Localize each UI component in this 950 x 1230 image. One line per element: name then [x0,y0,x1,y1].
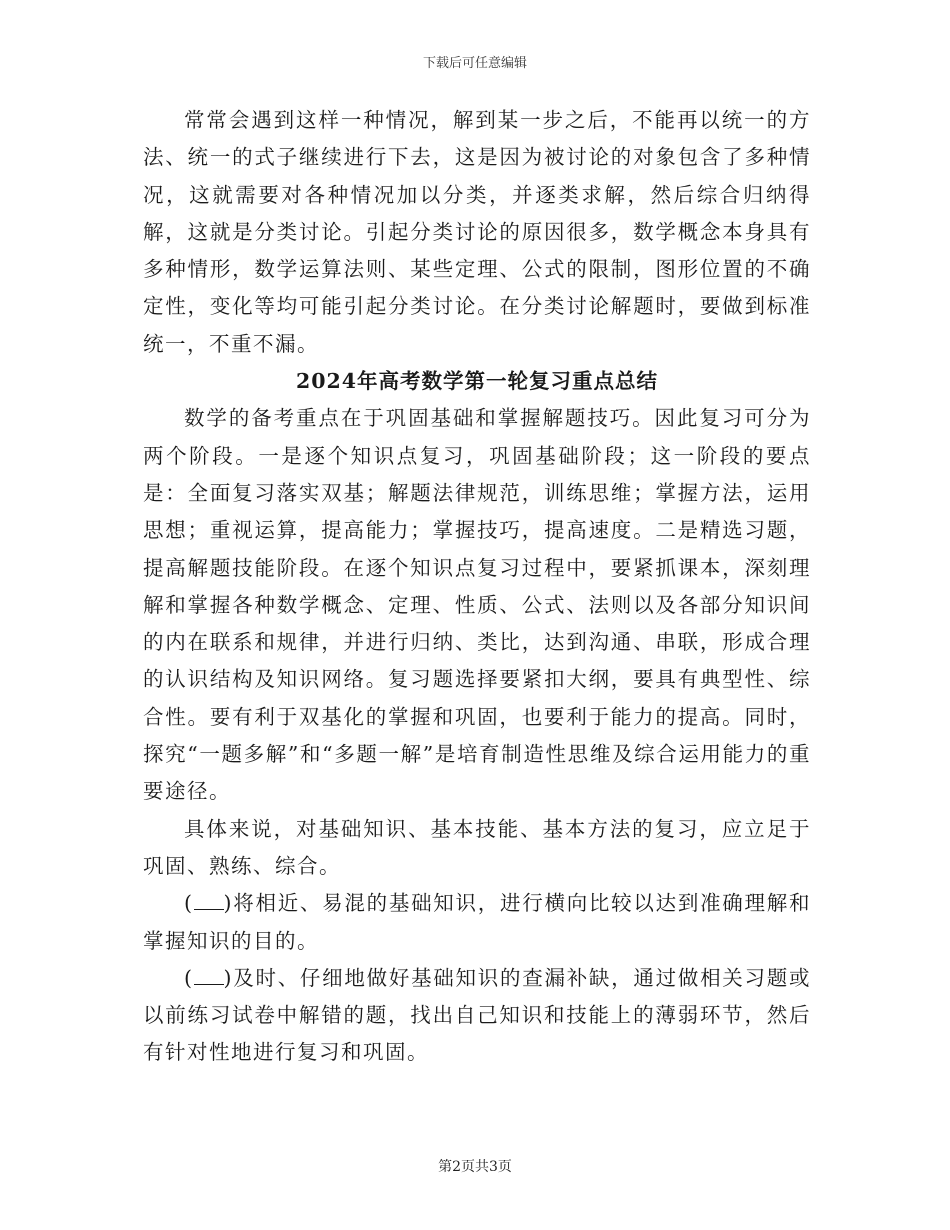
paragraph-specifics: 具体来说，对基础知识、基本技能、基本方法的复习，应立足于巩固、熟练、综合。 [143,816,811,878]
paragraph-item-2 [143,960,811,1072]
item-1-open-paren: ( [184,891,194,916]
paragraph-review-focus: 数学的备考重点在于巩固基础和掌握解题技巧。因此复习可分为两个阶段。一是逐个知识点复习，巩固基础阶段；这一阶段的要点是：全面复习落实双基；解题法律规范，训练思维；掌握方法，运用思想；重视运算，提高能力；掌握技巧，提高速度。二是精选习题，提高解题技能阶段。在逐个知识点复习过程中，要紧抓课本，深刻理解和掌握各种数学概念、定理、性质、公式、法则以及各部分知识间的内在联系和规律，并进行归纳、类比，达到沟通、串联，形成合理的认识结构及知识网络。复习题选择要紧扣大纲，要具有典型性、综合性。要有利于双基化的掌握和巩固，也要利于能力的提高。同时，探究“一题多解”和“多题一解”是培育制造性思维及综合运用能力的重要途径。 [143,406,811,804]
paragraph-classification-discussion: 常常会遇到这样一种情况，解到某一步之后，不能再以统一的方法、统一的式子继续进行下去，这是因为被讨论的对象包含了多种情况，这就需要对各种情况加以分类，并逐类求解，然后综合归纳得解，这就是分类讨论。引起分类讨论的原因很多，数学概念本身具有多种情形，数学运算法则、某些定理、公式的限制，图形位置的不确定性，变化等均可能引起分类讨论。在分类讨论解题时，要做到标准统一，不重不漏。 [143,108,811,356]
item-2-close-paren: ) [223,965,233,990]
paragraph-item-1 [143,885,811,960]
page-header: 下载后可任意编辑 [422,56,527,71]
section-title: 2024年高考数学第一轮复习重点总结 [295,369,659,394]
item-1-text: 将相近、易混的基础知识，进行横向比较以达到准确理解和掌握知识的目的。 [143,891,811,953]
item-1-close-paren: ) [223,891,233,916]
item-2-blank [194,966,224,985]
document-body [143,102,811,1072]
item-1-blank [194,891,224,910]
item-2-open-paren: ( [184,965,194,990]
item-2-text: 及时、仔细地做好基础知识的查漏补缺，通过做相关习题或以前练习试卷中解错的题，找出自己知识和技能上的薄弱环节，然后有针对性地进行复习和巩固。 [143,965,811,1065]
page-footer: 第2页共3页 [438,1159,512,1175]
